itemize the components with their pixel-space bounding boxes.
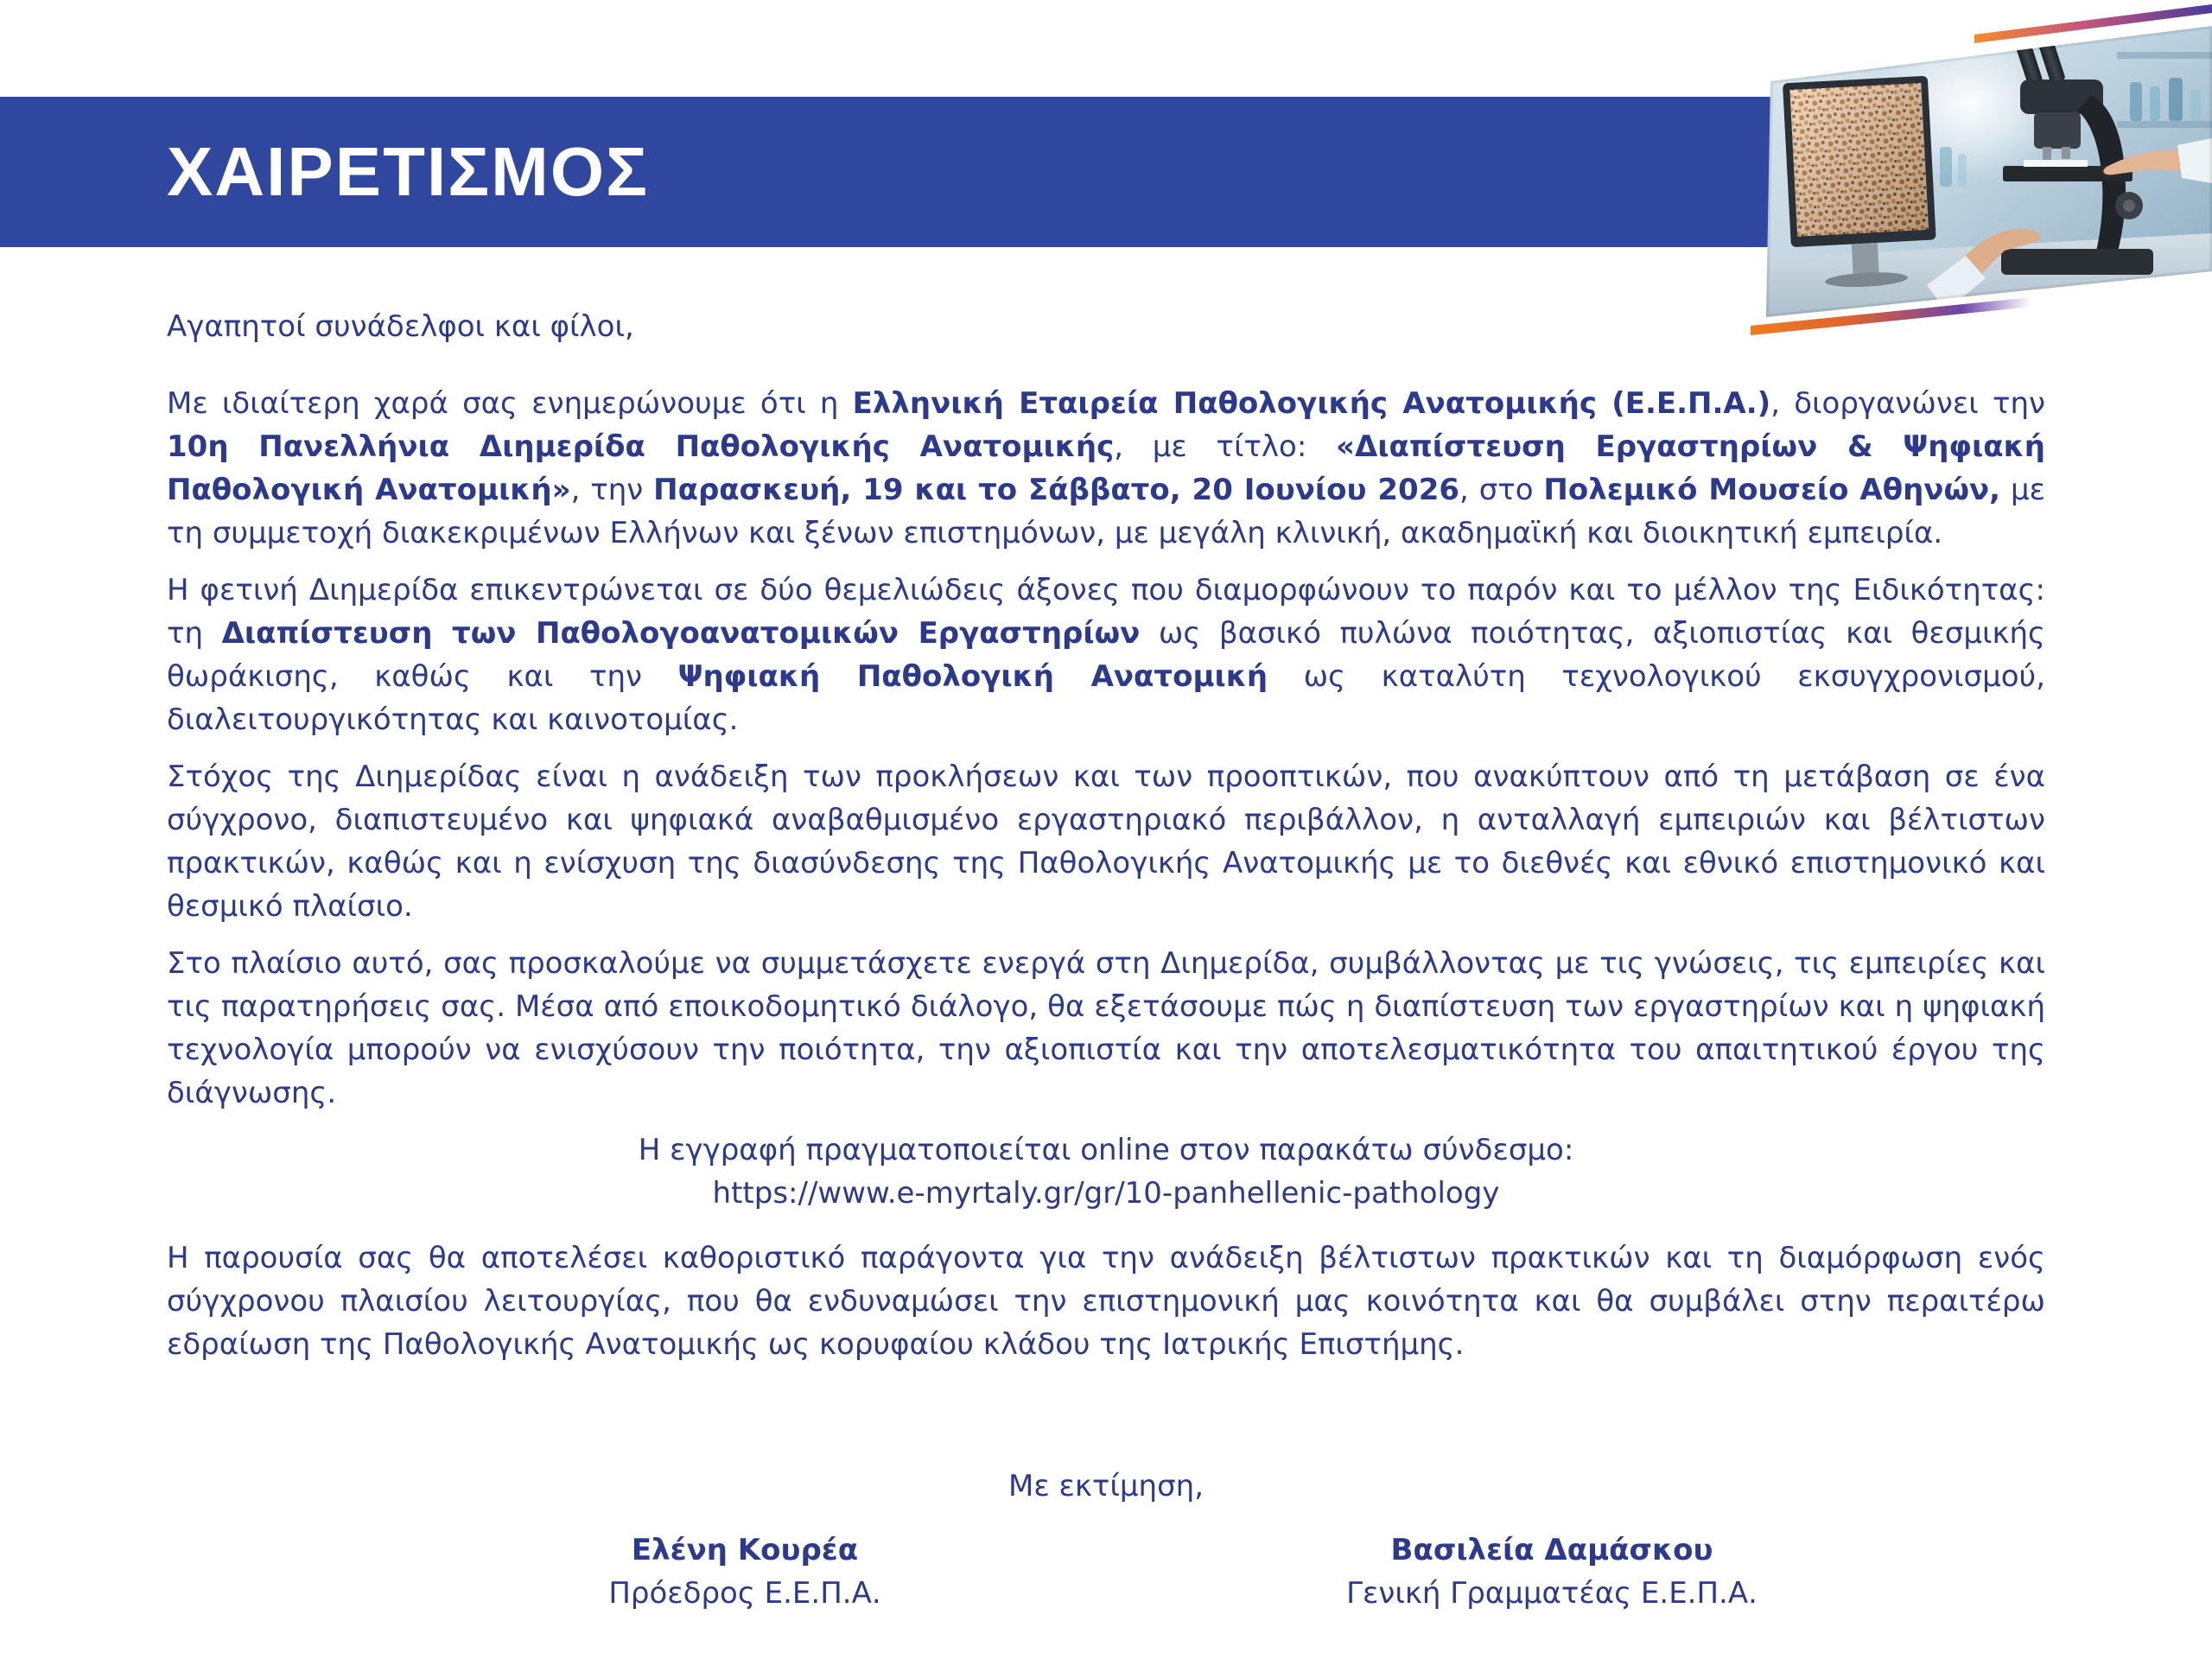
header-photo <box>1745 0 2212 346</box>
intro-text-4: , την <box>570 473 654 507</box>
microscope-base <box>2001 249 2153 275</box>
intro-text-2: , διοργανώνει την <box>1770 386 2045 421</box>
signatory-secretary <box>1206 1529 1897 1615</box>
focus-paragraph <box>167 569 2045 741</box>
registration-link-line <box>167 1172 2045 1215</box>
objective-lens <box>2043 147 2051 161</box>
invitation-paragraph <box>167 942 2045 1115</box>
glass-slide <box>2024 160 2088 167</box>
focus-text-1: Η φετινή Διημερίδα επικεντρώνεται σε δύο θεμελιώδεις άξονες που διαμορφώνουν το παρόν και το μέλλον της Ειδικότητας: τη <box>167 573 2045 651</box>
photo-scene <box>1745 0 2212 346</box>
event-title: «Διαπίστευση Εργαστηρίων & Ψηφιακή Παθολογική Ανατομική» <box>167 429 2045 507</box>
intro-text-6: με τη συμμετοχή διακεκριμένων Ελλήνων και ξένων επιστημόνων, με μεγάλη κλινική, ακαδημαϊκή και διοικητική εμπειρία. <box>167 473 2045 550</box>
registration-block <box>167 1128 2045 1215</box>
greeting: Αγαπητοί συνάδελφοι και φίλοι, <box>167 309 634 344</box>
signatory-name: Βασιλεία Δαμάσκου <box>1390 1533 1713 1567</box>
signatory-role: Πρόεδρος Ε.Ε.Π.Α. <box>608 1576 881 1611</box>
intro-text-5: , στο <box>1459 473 1544 507</box>
objective-lens <box>2062 147 2070 159</box>
organizer-name: Ελληνική Εταιρεία Παθολογικής Ανατομικής (Ε.Ε.Π.Α.) <box>852 386 1771 421</box>
registration-link[interactable]: https://www.e-myrtaly.gr/gr/10-panhellenic-pathology <box>712 1176 1500 1211</box>
event-name: 10η Πανελλήνια Διημερίδα Παθολογικής Ανατομικής <box>167 429 1115 464</box>
signatory-president <box>399 1529 1090 1615</box>
screen-glare <box>1789 83 1929 237</box>
page-title: ΧΑΙΡΕΤΙΣΜΟΣ <box>167 133 650 210</box>
event-venue: Πολεμικό Μουσείο Αθηνών, <box>1543 473 2001 507</box>
focus-accreditation: Διαπίστευση των Παθολογοανατομικών Εργαστηρίων <box>221 616 1141 651</box>
invitation-text: Στο πλαίσιο αυτό, σας προσκαλούμε να συμμετάσχετε ενεργά στη Διημερίδα, συμβάλλοντας με τις γνώσεις, τις εμπειρίες και τις παρατηρήσεις σας. Μέσα από εποικοδομητικό διάλογο, θα εξετάσουμε πώς η διαπίστευση των εργαστηρίων και η ψηφιακή τεχνολογία μπορούν να ενισχύσουν την ποιότητα, την αξιοπιστία και την αποτελεσματικότητα του απαιτητικού έργου της διάγνωσης. <box>167 946 2045 1110</box>
signatory-name: Ελένη Κουρέα <box>631 1533 859 1567</box>
intro-paragraph <box>167 382 2045 555</box>
focus-text-2: ως βασικό πυλώνα ποιότητας, αξιοπιστίας και θεσμικής θωράκισης, καθώς και την <box>167 616 2046 694</box>
goal-text: Στόχος της Διημερίδας είναι η ανάδειξη των προκλήσεων και των προοπτικών, που ανακύπτουν από τη μετάβαση σε ένα σύγχρονο, διαπιστευμένο και ψηφιακά αναβαθμισμένο εργαστηριακό περιβάλλον, η ανταλλαγή εμπειριών και βέλτιστων πρακτικών, καθώς και η ενίσχυση της διασύνδεσης της Παθολογικής Ανατομικής με το διεθνές και εθνικό επιστημονικό και θεσμικό πλαίσιο. <box>167 760 2045 924</box>
intro-text-1: Με ιδιαίτερη χαρά σας ενημερώνουμε ότι η <box>167 386 853 421</box>
goal-paragraph <box>167 755 2045 928</box>
letter-body <box>167 305 2045 1380</box>
final-paragraph: Η παρουσία σας θα αποτελέσει καθοριστικό παράγοντα για την ανάδειξη βέλτιστων πρακτικών και τη διαμόρφωση ενός σύγχρονου πλαισίου λειτουργίας, που θα ενδυναμώσει την επιστημονική μας κοινότητα και θα συμβάλει στην περαιτέρω εδραίωση της Παθολογικής Ανατομικής ως κορυφαίου κλάδου της Ιατρικής Επιστήμης. <box>167 1241 2045 1362</box>
focus-knob-center <box>2123 200 2135 212</box>
event-dates: Παρασκευή, 19 και το Σάββατο, 20 Ιουνίου 2026 <box>653 473 1460 507</box>
registration-text: Η εγγραφή πραγματοποιείται online στον παρακάτω σύνδεσμο: <box>638 1133 1574 1167</box>
focus-digital-pathology: Ψηφιακή Παθολογική Ανατομική <box>677 659 1268 694</box>
sign-off: Με εκτίμηση, <box>1008 1469 1204 1503</box>
intro-text-3: , με τίτλο: <box>1114 429 1336 464</box>
focus-text-3: ως καταλύτη τεχνολογικού εκσυγχρονισμού, διαλειτουργικότητας και καινοτομίας. <box>167 659 2046 737</box>
objective-turret <box>2034 112 2081 149</box>
signatory-role: Γενική Γραμματέας Ε.Ε.Π.Α. <box>1346 1576 1758 1611</box>
